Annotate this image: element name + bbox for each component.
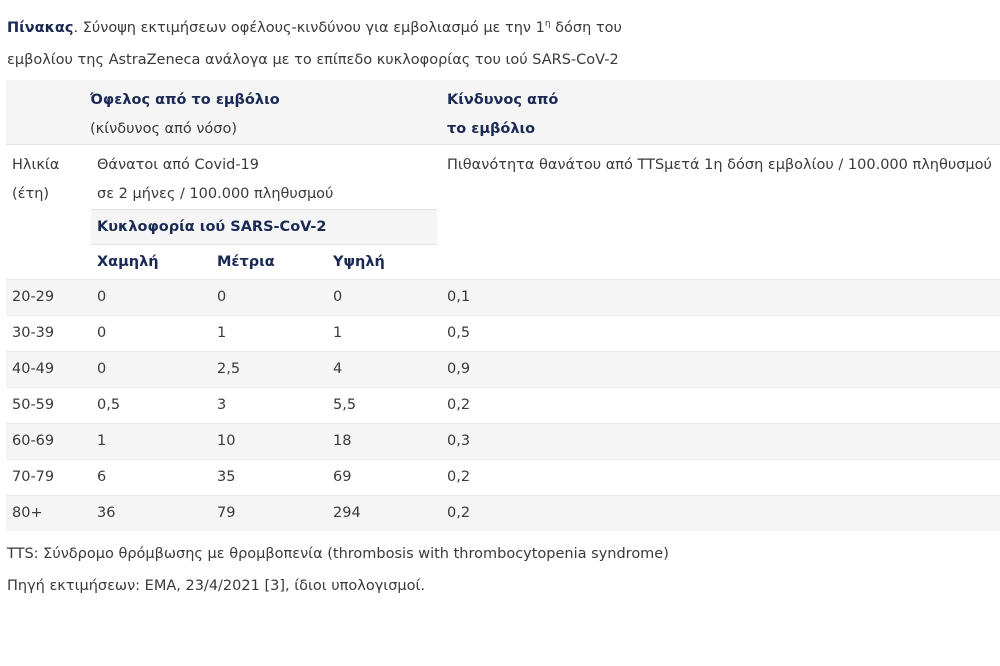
level-mid-header: Μέτρια (217, 254, 275, 270)
caption-line-2: εμβολίου της AstraZeneca ανάλογα με το επίπεδο κυκλοφορίας του ιού SARS-CoV-2 (7, 52, 619, 68)
low-cell: 1 (97, 424, 217, 460)
risk-description: Πιθανότητα θανάτου από TTSμετά 1η δόση εμβολίου / 100.000 πληθυσμού (447, 157, 992, 173)
risk-cell: 0,2 (441, 388, 1000, 424)
age-header-line-2: (έτη) (12, 186, 50, 202)
table-caption (7, 12, 987, 76)
high-cell: 69 (333, 460, 441, 496)
table-row (6, 496, 1000, 532)
risk-cell: 0,5 (441, 316, 1000, 352)
risk-cell: 0,9 (441, 352, 1000, 388)
age-cell: 30-39 (6, 316, 97, 352)
benefit-header-title: Όφελος από το εμβόλιο (90, 92, 280, 108)
mid-cell: 10 (217, 424, 333, 460)
caption-tail: δόση του (550, 20, 622, 36)
caption-lead: Πίνακας (7, 20, 74, 36)
mid-cell: 1 (217, 316, 333, 352)
risk-cell: 0,2 (441, 496, 1000, 532)
risk-cell: 0,1 (441, 280, 1000, 316)
table-row (6, 280, 1000, 316)
table-subheader-row (6, 145, 1000, 280)
age-cell: 60-69 (6, 424, 97, 460)
low-cell: 0 (97, 280, 217, 316)
risk-cell: 0,3 (441, 424, 1000, 460)
level-high-header: Υψηλή (333, 254, 385, 270)
tts-note: TTS: Σύνδρομο θρόμβωσης με θρομβοπενία (thrombosis with thrombocytopenia syndrome) (7, 546, 669, 562)
level-low-header: Χαμηλή (97, 254, 159, 270)
deaths-header-cell (97, 145, 441, 280)
risk-header-line-1: Κίνδυνος από (447, 92, 559, 108)
table-header-row (6, 80, 1000, 145)
deaths-header-line-1: Θάνατοι από Covid-19 (97, 157, 260, 173)
risk-cell: 0,2 (441, 460, 1000, 496)
age-cell: 40-49 (6, 352, 97, 388)
risk-desc-cell (441, 145, 1000, 280)
table-row (6, 388, 1000, 424)
deaths-header-line-2: σε 2 μήνες / 100.000 πληθυσμού (97, 186, 334, 202)
age-header-cell (6, 145, 97, 280)
mid-cell: 79 (217, 496, 333, 532)
age-cell: 70-79 (6, 460, 97, 496)
table-row (6, 316, 1000, 352)
table-row (6, 460, 1000, 496)
high-cell: 4 (333, 352, 441, 388)
mid-cell: 3 (217, 388, 333, 424)
low-cell: 0 (97, 316, 217, 352)
circulation-levels (97, 245, 441, 279)
low-cell: 6 (97, 460, 217, 496)
circulation-header: Κυκλοφορία ιού SARS-CoV-2 (91, 209, 437, 245)
low-cell: 0 (97, 352, 217, 388)
high-cell: 5,5 (333, 388, 441, 424)
high-cell: 0 (333, 280, 441, 316)
age-cell: 20-29 (6, 280, 97, 316)
high-cell: 294 (333, 496, 441, 532)
table-notes (7, 538, 669, 602)
mid-cell: 0 (217, 280, 333, 316)
age-header-line-1: Ηλικία (12, 157, 60, 173)
table-row (6, 352, 1000, 388)
benefit-header-cell (6, 80, 441, 145)
source-note: Πηγή εκτιμήσεων: EMA, 23/4/2021 [3], ίδιοι υπολογισμοί. (7, 578, 426, 594)
caption-superscript: η (544, 19, 551, 30)
high-cell: 1 (333, 316, 441, 352)
benefit-header-subtitle: (κίνδυνος από νόσο) (90, 121, 238, 137)
mid-cell: 35 (217, 460, 333, 496)
table-row (6, 424, 1000, 460)
risk-header-line-2: το εμβόλιο (447, 121, 536, 137)
risk-header-cell (441, 80, 1000, 145)
age-cell: 50-59 (6, 388, 97, 424)
mid-cell: 2,5 (217, 352, 333, 388)
caption-line-1 (7, 12, 987, 44)
caption-text: . Σύνοψη εκτιμήσεων οφέλους-κινδύνου για εμβολιασμό με την 1 (73, 20, 545, 36)
low-cell: 0,5 (97, 388, 217, 424)
benefit-risk-table (6, 80, 1000, 531)
high-cell: 18 (333, 424, 441, 460)
age-cell: 80+ (6, 496, 97, 532)
low-cell: 36 (97, 496, 217, 532)
